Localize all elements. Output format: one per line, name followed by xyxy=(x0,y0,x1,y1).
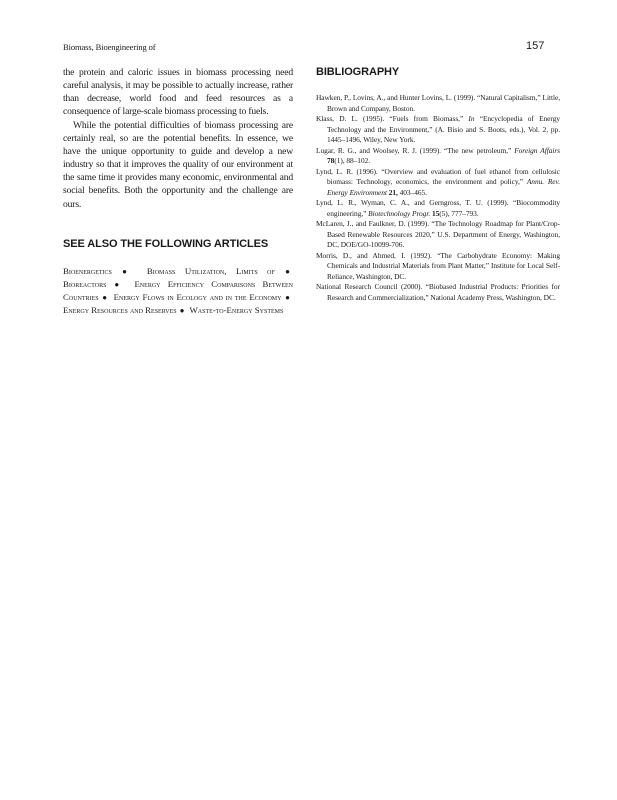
page-number: 157 xyxy=(526,40,545,52)
bibliography-entry: McLaren, J., and Faulkner, D. (1999). “The Technology Roadmap for Plant/Crop-Based Renewable Resources 2020,” U.S. Department of Energy, Washington, DC, DOE/GO-10099-706. xyxy=(316,219,560,249)
right-column xyxy=(316,66,560,303)
body-paragraph-2: While the potential difficulties of biomass processing are certainly real, so are the potential benefits. In essence, we have the unique opportunity to guide and develop a new industry so that it improves the quality of our environment at the same time it provides many economic, environmental and social benefits. Both the opportunity and the challenge are ours. xyxy=(63,119,293,210)
bibliography-heading: BIBLIOGRAPHY xyxy=(316,66,400,78)
bullet-separator: ● xyxy=(277,266,290,276)
bullet-separator: ● xyxy=(109,279,125,289)
running-head: Biomass, Bioengineering of xyxy=(63,42,156,52)
see-also-link-bioenergetics[interactable]: Bioenergetics xyxy=(63,265,112,276)
bibliography-entry: Lynd, L. R. (1996). “Overview and evaluation of fuel ethanol from cellulosic biomass: Technology, economics, the environment and policy,” Annu. Rev. Energy Environment 21, 403–465. xyxy=(316,166,560,197)
bibliography-entry: Lynd, L. R., Wyman, C. A., and Gerngross, T. U. (1999). “Biocommodity engineering,” Biotechnology Progr. 15(5), 777–793. xyxy=(316,198,560,218)
bullet-separator: ● xyxy=(179,306,185,316)
bibliography-entry: Klass, D. L. (1995). “Fuels from Biomass,” In “Encyclopedia of Energy Technology and the Environment,” (A. Bisio and S. Boots, eds.), Vol. 2, pp. 1445–1496, Wiley, New York. xyxy=(316,114,560,144)
see-also-heading: SEE ALSO THE FOLLOWING ARTICLES xyxy=(63,237,269,250)
see-also-link-energy-efficiency[interactable]: Energy Efficiency Comparisons Between Countries xyxy=(63,278,293,303)
bullet-separator: ● xyxy=(284,293,290,303)
bibliography-entry: Morris, D., and Ahmed, I. (1992). “The Carbohydrate Economy: Making Chemicals and Industrial Materials from Plant Matter,” Institute for Local Self-Reliance, Washington, DC. xyxy=(316,250,560,281)
bibliography-entry: Lugar, R. G., and Woolsey, R. J. (1999). “The new petroleum,” Foreign Affairs 78(1), 88–102. xyxy=(316,145,561,165)
left-column xyxy=(63,66,293,318)
bibliography-entry: Hawken, P., Lovins, A., and Hunter Lovins, L. (1999). “Natural Capitalism,” Little, Brown and Company, Boston. xyxy=(316,93,560,113)
see-also-link-energy-resources[interactable]: Energy Resources and Reserves xyxy=(63,305,177,316)
body-paragraph-1: the protein and caloric issues in biomass processing need careful analysis, it may be possible to actually increase, rather than decrease, world food and feed resources as a consequence of large-scale biomass processing to fuels. xyxy=(63,67,293,118)
see-also-link-energy-flows[interactable]: Energy Flows in Ecology and in the Economy xyxy=(113,292,282,303)
see-also-link-bioreactors[interactable]: Bioreactors xyxy=(63,278,107,289)
bibliography-list xyxy=(316,93,560,303)
bullet-separator: ● xyxy=(101,293,108,303)
see-also-link-biomass-utilization[interactable]: Biomass Utilization, Limits of xyxy=(146,265,275,276)
see-also-link-waste-to-energy[interactable]: Waste-to-Energy Systems xyxy=(189,305,284,316)
see-also-list xyxy=(63,265,293,318)
bullet-separator: ● xyxy=(114,266,135,276)
bibliography-entry: National Research Council (2000). “Biobased Industrial Products: Priorities for Research and Commercialization,” National Academy Press, Washington, DC. xyxy=(316,282,560,302)
